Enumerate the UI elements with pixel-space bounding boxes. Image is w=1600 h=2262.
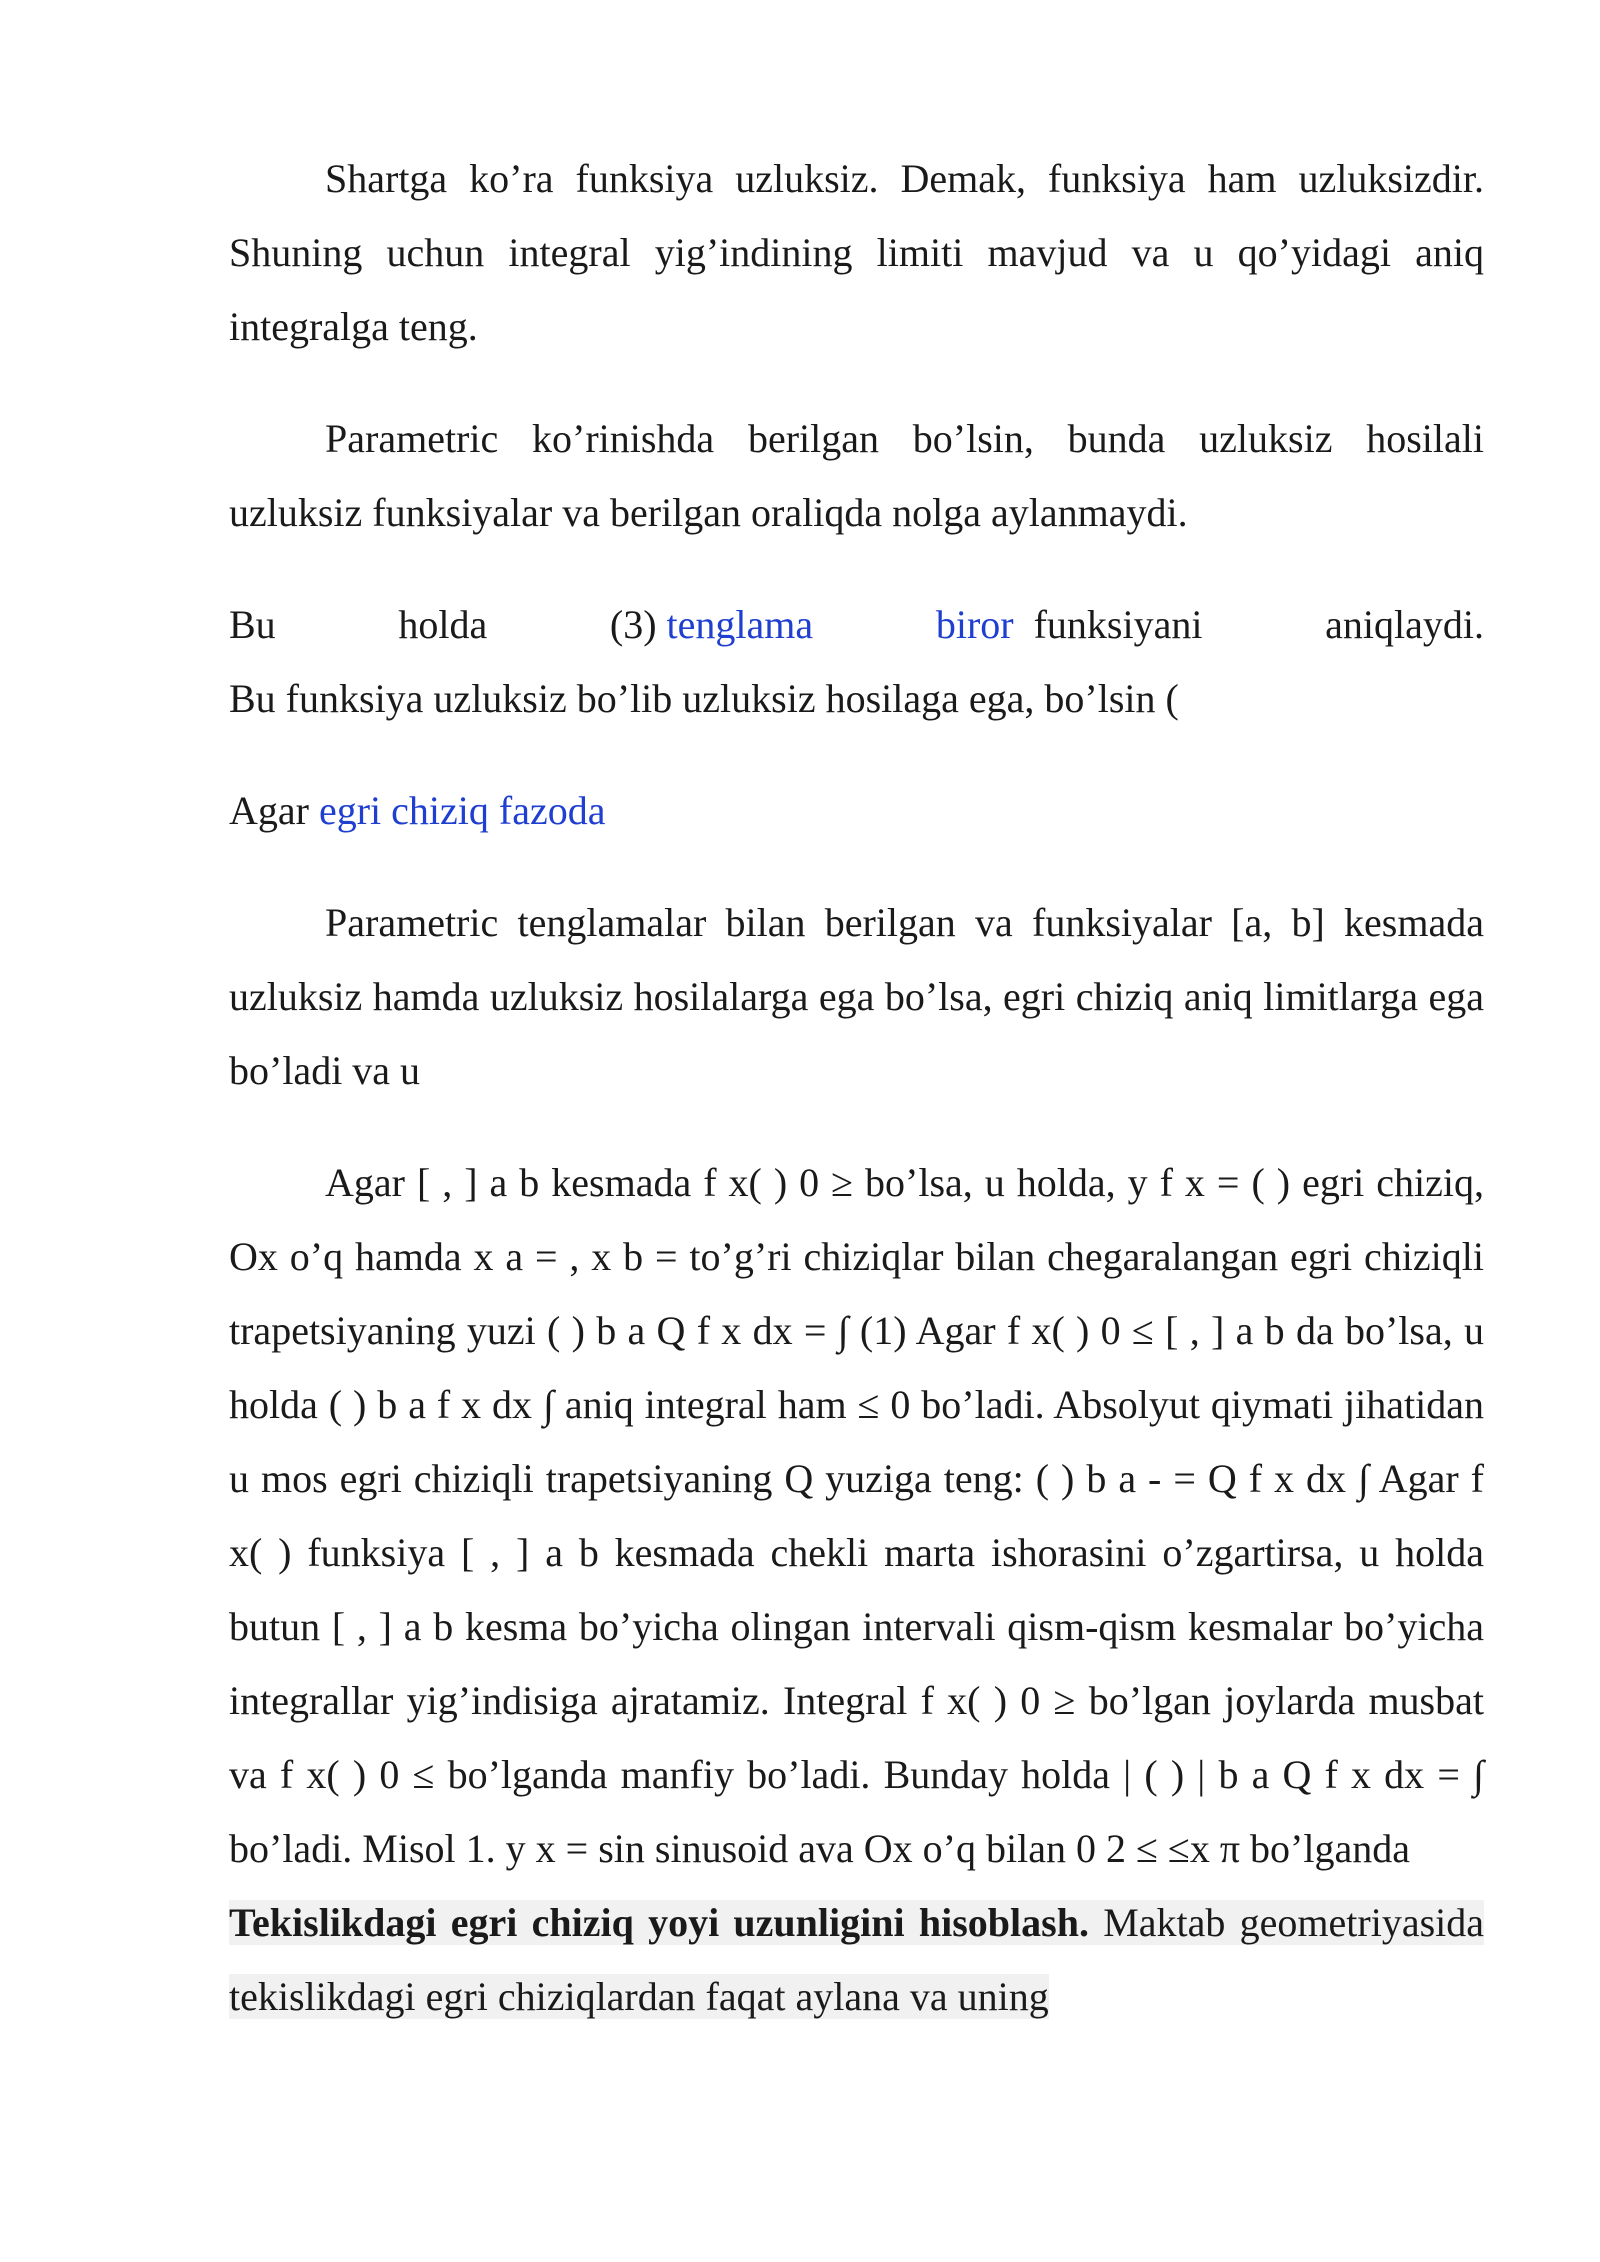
paragraph-gap (229, 550, 1484, 588)
word-bu: Bu (229, 602, 276, 647)
paragraph-4 (229, 774, 1484, 848)
equation-ref: (3) (609, 602, 657, 647)
paragraph-7-text: Maktab geometriyasida tekislikdagi egri chiziqlardan faqat aylana va uning (229, 1900, 1485, 2019)
word-aniqlaydi: aniqlaydi. (1325, 602, 1484, 647)
link-biror[interactable]: biror (935, 602, 1014, 647)
paragraph-gap (229, 364, 1484, 402)
paragraph-gap (229, 736, 1484, 774)
paragraph-3-line-1 (229, 588, 1484, 662)
word-holda: holda (398, 602, 488, 647)
link-egri-chiziq-fazoda[interactable]: egri chiziq fazoda (318, 788, 606, 833)
paragraph-6: Agar [ , ] a b kesmada f x( ) 0 ≥ bo’lsa, u holda, y f x = ( ) egri chiziq, Ox o’q hamda x a = , x b = to’g’ri chiziqlar bilan chegaralangan egri chiziqli trapetsiyaning yuzi ( ) b a Q f x dx = ∫ (1) Agar f x( ) 0 ≤ [ , ] a b da bo’lsa, u holda ( ) b a f x dx ∫ aniq integral ham ≤ 0 bo’ladi. Absolyut qiymati jihatidan u mos egri chiziqli trapetsiyaning Q yuziga teng: ( ) b a - = Q f x dx ∫ Agar f x( ) funksiya [ , ] a b kesmada chekli marta ishorasini o’zgartirsa, u holda butun [ , ] a b kesma bo’yicha olingan intervali qism-qism kesmalar bo’yicha integrallar yig’indisiga ajratamiz. Integral f x( ) 0 ≥ bo’lgan joylarda musbat va f x( ) 0 ≤ bo’lganda manfiy bo’ladi. Bunday holda | ( ) | b a Q f x dx = ∫ bo’ladi. Misol 1. y x = sin sinusoid ava Ox o’q bilan 0 2 ≤ ≤x π bo’lganda (229, 1160, 1484, 1871)
paragraph-1: Shartga ko’ra funksiya uzluksiz. Demak, funksiya ham uzluksizdir. Shuning uchun integral yig’indining limiti mavjud va u qo’yidagi aniq integralga teng. (229, 156, 1484, 349)
paragraph-7-highlight (229, 1900, 1484, 2019)
paragraph-5: Parametric tenglamalar bilan berilgan va funksiyalar [a, b] kesmada uzluksiz hamda uzluksiz hosilalarga ega bo’lsa, egri chiziq aniq limitlarga ega bo’ladi va u (229, 900, 1484, 1093)
paragraph-7 (229, 1886, 1484, 2034)
word-funksiyani: funksiyani (1033, 602, 1203, 647)
agar-prefix: Agar (229, 788, 309, 833)
paragraph-gap (229, 1108, 1484, 1146)
paragraph-2: Parametric ko’rinishda berilgan bo’lsin, bunda uzluksiz hosilali uzluksiz funksiyalar va berilgan oraliqda nolga aylanmaydi. (229, 416, 1484, 535)
paragraph-3 (229, 588, 1484, 736)
paragraph-gap (229, 848, 1484, 886)
section-heading: Tekislikdagi egri chiziq yoyi uzunligini hisoblash. (229, 1900, 1089, 1945)
link-tenglama[interactable]: tenglama (666, 602, 814, 647)
paragraph-3-line-2: Bu funksiya uzluksiz bo’lib uzluksiz hosilaga ega, bo’lsin ( (229, 676, 1179, 721)
word-biror-funksiyani (936, 588, 1203, 662)
word-3-and-link (610, 588, 813, 662)
document-body (229, 142, 1484, 2034)
